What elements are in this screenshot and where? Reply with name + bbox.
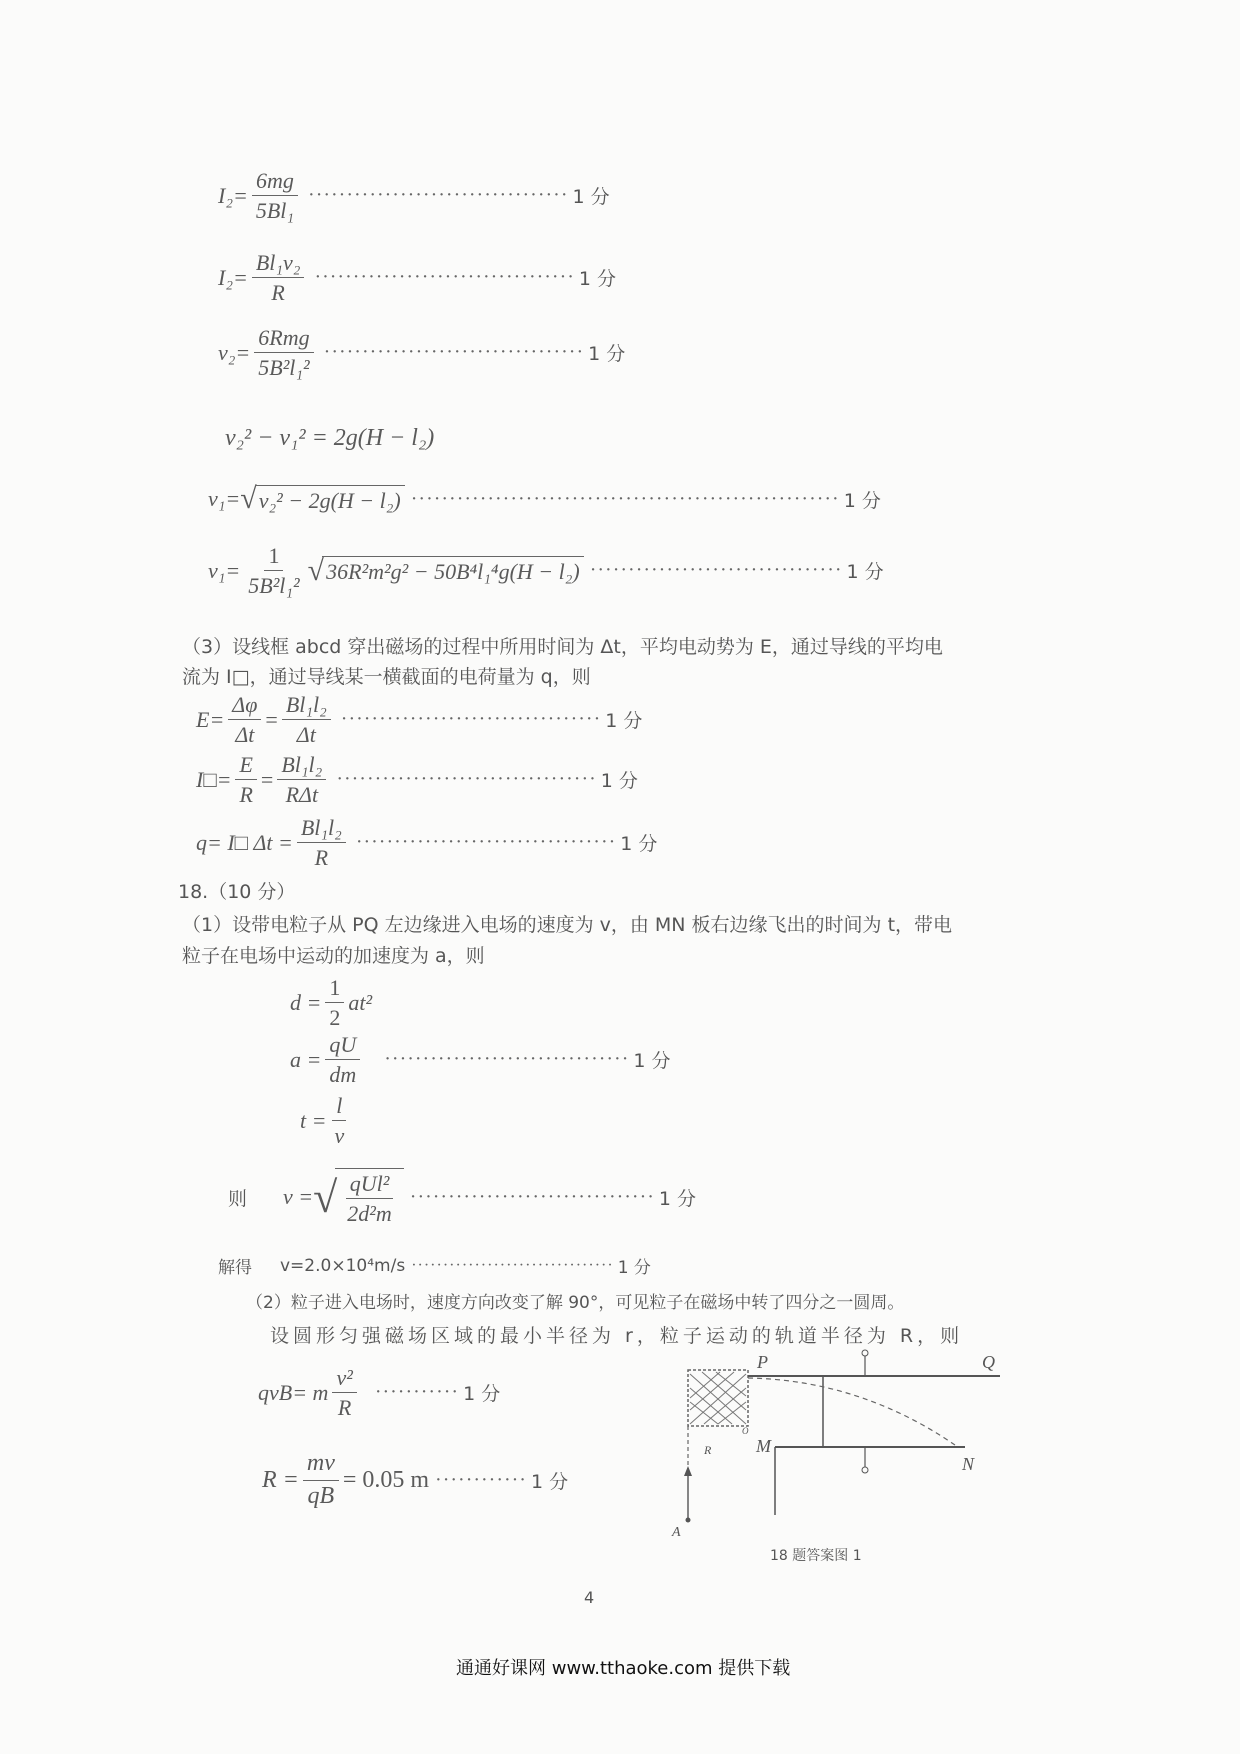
eq8-mid: = <box>260 766 274 792</box>
eq8-num2: Bl₁l₂ <box>277 752 326 780</box>
equation-5: v₁= √ v₂² − 2g(H − l₂) ························································ 1 分 <box>208 482 881 515</box>
equation-3 <box>218 325 625 381</box>
eq13-prefix: 则 <box>228 1187 248 1210</box>
eq16-num: mv <box>303 1450 339 1481</box>
eq9-score: 1 分 <box>620 833 658 856</box>
eq7-den1: Δt <box>235 722 255 748</box>
eq13-score: 1 分 <box>658 1187 697 1210</box>
terminal-bottom <box>862 1467 868 1473</box>
eq11-score: 1 分 <box>633 1050 671 1073</box>
eq14-prefix: 解得 <box>218 1258 252 1278</box>
eq9-num: Bl₁l₂ <box>297 815 346 843</box>
eq1-lhs: I₂= <box>218 182 248 208</box>
equation-6: v₁= $\frac{1}{\text{5B²l₁²}}$ √ 36R²m²g² − 50B⁴l₁⁴g(H − l₂) ································· 1 分 <box>208 543 884 599</box>
q18-title: 18.（10 分） <box>178 881 296 903</box>
eq14-dots: ································ <box>411 1256 614 1274</box>
equation-14 <box>218 1253 651 1278</box>
part3-line1: （3）设线框 abcd 穿出磁场的过程中所用时间为 Δt，平均电动势为 E，通过导线的平均电 <box>182 636 943 658</box>
equation-2 <box>218 250 616 306</box>
eq9-den: R <box>314 845 329 871</box>
field-crosses <box>690 1372 746 1424</box>
eq6-radicand: 36R²m²g² − 50B⁴l₁⁴g(H − l₂) <box>322 556 584 585</box>
eq6-dots: ································· <box>589 559 843 582</box>
eq6-den: 5B²l₁² <box>248 573 300 599</box>
eq2-score: 1 分 <box>578 268 617 291</box>
eq7-num1: Δφ <box>228 692 261 720</box>
eq7-score: 1 分 <box>605 710 643 733</box>
eq8-den2: RΔt <box>285 782 319 808</box>
eq16-dots: ············ <box>435 1468 527 1491</box>
eq12-lhs: t = <box>300 1107 327 1133</box>
eq5-dots: ························································ <box>410 487 840 510</box>
label-m: M <box>756 1436 771 1456</box>
eq7-dots: ·································· <box>340 708 602 731</box>
eq15-dots: ··········· <box>374 1381 460 1404</box>
eq1-dots: ·································· <box>308 184 569 207</box>
eq8-dots: ·································· <box>336 768 597 791</box>
eq7-mid: = <box>265 706 278 732</box>
q18-line1: （1）设带电粒子从 PQ 左边缘进入电场的速度为 v，由 MN 板右边缘飞出的时间为 t，带电 <box>182 914 953 936</box>
eq12-num: l <box>332 1093 346 1121</box>
eq8-lhs: I□= <box>196 766 232 792</box>
eq16-rhs: = 0.05 m <box>342 1466 430 1493</box>
eq16-score: 1 分 <box>530 1470 569 1493</box>
eq2-den: R <box>271 280 285 306</box>
eq5-score: 1 分 <box>843 489 881 512</box>
velocity-arrow <box>684 1466 692 1476</box>
part3-line2: 流为 I□，通过导线某一横截面的电荷量为 q，则 <box>182 666 591 688</box>
eq14-score: 1 分 <box>617 1258 651 1278</box>
equation-11 <box>290 1032 671 1088</box>
equation-12 <box>300 1093 352 1149</box>
eq12-den: v <box>334 1123 345 1149</box>
eq8-den1: R <box>239 782 253 808</box>
equation-10 <box>290 975 372 1031</box>
figure-18 <box>660 1340 1020 1540</box>
equation-7 <box>196 692 642 748</box>
eq14-text: v=2.0×10⁴m/s <box>280 1255 406 1276</box>
eq5-lhs: v₁= <box>208 486 241 511</box>
eq7-lhs: E= <box>196 706 225 732</box>
eq10-lhs: d = <box>290 989 322 1015</box>
part2-line2: 设圆形匀强磁场区域的最小半径为 r，粒子运动的轨道半径为 R，则 <box>270 1325 964 1347</box>
eq13-dots: ································ <box>409 1185 655 1208</box>
eq11-num: qU <box>325 1032 360 1060</box>
equation-15 <box>258 1365 500 1421</box>
eq8-num1: E <box>235 752 256 780</box>
eq1-score: 1 分 <box>572 186 610 209</box>
equation-13: 则 v = √ $\frac{\text{qUl²}}{\text{2d²m}}$ ································ 1 分 <box>228 1168 696 1227</box>
eq10-den: 2 <box>329 1005 341 1031</box>
terminal-top <box>862 1350 868 1356</box>
eq8-score: 1 分 <box>600 770 638 793</box>
eq5-radicand: v₂² − 2g(H − l₂) <box>255 485 405 514</box>
equation-9 <box>196 815 657 871</box>
eq16-den: qB <box>307 1482 335 1509</box>
eq11-dots: ································ <box>384 1048 630 1071</box>
equation-8 <box>196 752 638 808</box>
label-o: O <box>742 1426 749 1436</box>
eq1-den: 5Bl₁ <box>255 198 295 224</box>
figure-caption: 18 题答案图 1 <box>770 1548 862 1564</box>
trajectory <box>748 1378 955 1445</box>
eq3-num: 6Rmg <box>254 325 313 353</box>
label-q: Q <box>982 1352 995 1372</box>
label-r: R <box>704 1443 712 1457</box>
eq3-den: 5B²l₁² <box>258 355 310 381</box>
part2-line1: （2）粒子进入电场时，速度方向改变了解 90°，可见粒子在磁场中转了四分之一圆周。 <box>246 1293 905 1313</box>
eq3-score: 1 分 <box>588 343 626 366</box>
point-a <box>686 1518 691 1523</box>
eq15-num: v² <box>332 1365 356 1393</box>
eq10-rhs: at² <box>348 989 373 1015</box>
eq16-lhs: R = <box>262 1466 299 1493</box>
equation-16 <box>262 1450 568 1510</box>
eq9-dots: ·································· <box>355 831 617 854</box>
eq2-dots: ·································· <box>314 266 575 289</box>
eq10-num: 1 <box>325 975 344 1003</box>
eq1-num: 6mg <box>252 168 298 196</box>
eq11-lhs: a = <box>290 1046 322 1072</box>
eq9-lhs: q= I□ Δt = <box>196 829 293 855</box>
equation-4: v₂² − v₁² = 2g(H − l₂) <box>225 425 435 451</box>
eq15-lhs: qvB= m <box>258 1379 329 1405</box>
eq3-lhs: v₂= <box>218 339 251 365</box>
eq3-dots: ·································· <box>323 341 585 364</box>
eq11-den: dm <box>329 1062 357 1088</box>
eq13-den: 2d²m <box>347 1201 392 1227</box>
eq7-num2: Bl₁l₂ <box>282 692 331 720</box>
label-a: A <box>672 1525 681 1540</box>
page-number: 4 <box>584 1588 595 1607</box>
eq15-score: 1 分 <box>463 1383 501 1406</box>
eq13-num: qUl² <box>346 1171 394 1199</box>
eq2-lhs: I₂= <box>218 264 248 290</box>
eq15-den: R <box>337 1395 352 1421</box>
eq6-score: 1 分 <box>846 561 884 584</box>
footer-text: 通通好课网 www.tthaoke.com 提供下载 <box>456 1658 791 1679</box>
eq6-num: 1 <box>264 543 283 571</box>
label-n: N <box>962 1454 975 1474</box>
q18-line2: 粒子在电场中运动的加速度为 a，则 <box>182 945 485 967</box>
eq6-lhs: v₁= <box>208 557 241 583</box>
equation-1 <box>218 168 610 224</box>
label-p: P <box>757 1352 768 1372</box>
eq7-den2: Δt <box>296 722 316 748</box>
eq13-lhs: v = <box>283 1184 314 1210</box>
eq2-num: Bl₁v₂ <box>252 250 305 278</box>
